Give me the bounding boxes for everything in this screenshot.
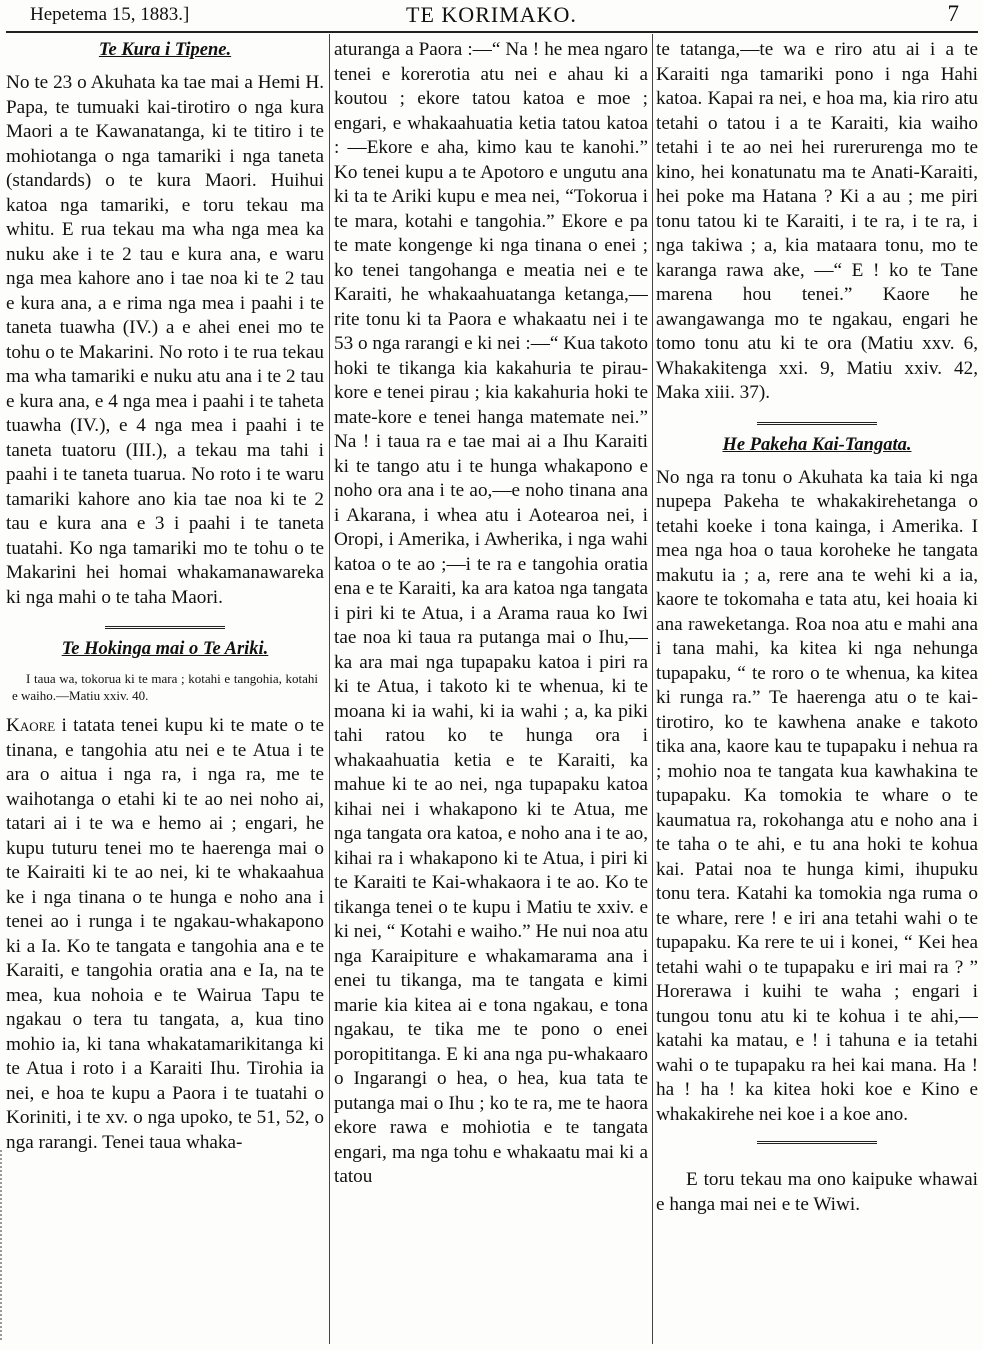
issue-date: Hepetema 15, 1883.] <box>30 4 190 25</box>
page-number: 7 <box>947 1 959 26</box>
article-title <box>656 435 978 456</box>
article-paragraph: No nga ra tonu o Akuhata ka taia ki nga nupepa Pakeha te whakakirehetanga o tetahi koeke i tona kainga, i Amerika. I mea nga hoa o taua koroheke he tangata makutu ia ; a, rere ana te wehi ki a ia, kaore te tokomaha e tata atu, kei hoaia ki ana raweketanga. Roa noa atu e mahi ana i tana mahi, ka kitea ki nga nehunga tupapaku, “ te roro o te whenua, ka kitea ki runga ra.” Te haerenga atu o te kai-tirotiro, ko te kawhena anake e takoto tika ana, kaore kau te tupapaku i nehua ra ; mohio noa te tangata kua kawhakina te tupapaku. Ka tomokia te whare o te kaumatua ra, rokohanga atu e noho ana i te taha o te ahi, e tu ana hoki te kohua kai. Patai noa te hunga kimi, ihupuku tonu tera. Katahi ka tomokia nga ruma o te whare, rere ! e iri ana tetahi wahi o te tupapaku. Ka rere te ui i konei, “ Kei hea tetahi wahi o te tupapaku e iri mai ra ? ” Horerawa i kuihi te waha ; engari i tungou tonu atu ki te kohua i te ahi,—katahi ka matau, e ! i tahuna e ia tetahi wahi o te tupapaku ra hei kai mana. Ha ! ha ! ha ! ka kitea hoki koe e Kino e whakakirehe nei koe i a koe ano. <box>656 466 978 1125</box>
article-paragraph: No te 23 o Akuhata ka tae mai a Hemi H. Papa, te tumuaki kai-tirotiro o nga kura Maori a te Kawanatanga, ki te titiro i te mohiotanga o nga tamariki i nga taneta (standards) o te kura Maori. Huihui katoa nga tamariki, e toru tekau ma whitu. E rua tekau ma wha nga mea ka nuku ake i te 2 tau e kura ana, e waru nga mea kahore ano i tae noa ki te 2 tau e kura ana, a e rima nga mea i paahi i te taneta tuawha (IV.) a e ahei enei mo te tohu o te Makarini. No roto i te rua tekau ma wha tamariki e nuku atu ana i te 2 tau e kura ana, e 4 nga mea i paahi i te taheta tuawha (IV.), e 4 nga mea i paahi i te taneta tuatoru (III.), a tekau ma tahi i paahi i te taneta tuarua. No roto i te waru tamariki kahore ano kia tae noa ki te 2 tau e kura ana e 3 i paahi i te taneta tuatahi. Ko nga tamariki mo te tohu o te Makarini hei homai whakamanawareka ki nga mahi o te taha Maori. <box>6 72 324 608</box>
page-header <box>0 0 983 30</box>
column-divider <box>329 34 330 1344</box>
article-paragraph: te tatanga,—te wa e riro atu ai i a te Karaiti nga tamariki pono i nga Hahi katoa. Kapai ra nei, e hoa ma, kia riro atu tetahi o tatou i a te Karaiti, kia waiho tetahi i te ao nei hei rurerurenga mo te kino, hei konatunatu ma te Anati-Karaiti, hei poke ma Hatana ? Ki a au ; me piri tonu tatou ki te Karaiti, i te ra, i te ra, i nga takiwa ; a, kia mataara tonu, mo te karanga rawa ake, —“ E ! ko te Tane marena hou tenei.” Kaore he awangawanga mo te ngakau, engari he tomo tonu atu ki te ora (Matiu xxv. 6, Whakakitenga xxi. 9, Matiu xxiv. 42, Maka xiii. 37). <box>656 39 978 403</box>
column-divider <box>652 34 653 1344</box>
header-rule <box>6 31 978 33</box>
article-title <box>6 639 324 660</box>
section-divider <box>757 422 877 427</box>
news-item: E toru tekau ma ono kaipuke whawai e hanga mai nei e te Wiwi. <box>656 1169 978 1215</box>
section-divider <box>105 626 225 631</box>
section-divider <box>757 1141 877 1146</box>
epigraph: I taua wa, tokorua ki te mara ; kotahi e tangohia, kotahi e waiho.—Matiu xxiv. 40. <box>12 671 318 703</box>
article-paragraph <box>6 714 324 1155</box>
column-2 <box>334 34 648 1350</box>
article-title <box>6 40 324 61</box>
article-title-text: He Pakeha Kai-Tangata. <box>722 434 912 455</box>
article-paragraph: aturanga a Paora :—“ Na ! he mea ngaro tenei e korerotia atu nei e ahau ki a koutou ; ekore tatou katoa e moe ; engari, e whakaahuatia ketia tatou katoa : —Ekore e aha, kimo kau te kanohi.” Ko tenei kupu a te Apotoro e ungutu ana ki ta te Ariki kupu e mea nei, “Tokorua i te mara, kotahi e tangohia.” Ekore e pa te mate kongenge ki nga tinana o enei ; ko tenei tangohanga e meatia nei e te Karaiti, he whakaahuatanga ketanga,—rite tonu ki ta Paora e whakaatu nei i te 53 o nga rarangi e ki nei :—“ Kua takoto hoki te tikanga kia kakahuria te pirau-kore e tenei pirau ; kia kakahuria hoki te mate-kore e tenei hanga matemate nei.” Na ! i taua ra e tae mai ai a Ihu Karaiti ki te tango atu i te hunga whakapono e noho ora ana i te ao,—e noho tinana ana i Akarana, i whea atu i Aotearoa nei, i Oropi, i Amerika, i Awherika, i nga wahi katoa o te ao ;—i te ra e tangohia oratia ena e te Karaiti, ka ara katoa nga tangata i piri ki te Atua, i a Arama raua ko Iwi tae noa ki taua ra putanga mai o Ihu,—ka ara mai nga tupapaku katoa i piri ra ki te Atua, i takoto ki te whenua, ki te moana ki ia wahi, ki ia wahi ; a, ka piki tahi ratou ko te hunga ora i whakaahuatia ketia e te Karaiti, ka mahue ki te ao nei, nga tupapaku katoa kihai nei i whakapono ki te Atua, me nga tangata ora katoa, e noho ana i te ao, kihai ra i whakapono ki te Atua, i piri ki te Karaiti te Kai-whakaora i te ao. Ko te tikanga tenei o te kupu i Matiu te xxiv. e ki nei, “ Kotahi e waiho.” He nui noa atu nga Karaipiture e whakamarama ana i enei tu tikanga, ma te tangata e kimi marie kia kitea ai e tona ngakau, e tona ngakau, te tika me te pono o enei poropititanga. E ki ana nga pu-whakaaro o Ingarangi o hea, o hea, kua tata te putanga mai o Ihu ; ko te ra, me te haora ekore rawa e mohiotia e te tangata engari, ma nga tohu e whakaatu mai ki a tatou <box>334 39 648 1187</box>
lead-word: Kaore <box>6 715 56 736</box>
newspaper-title: TE KORIMAKO. <box>406 2 577 27</box>
article-title-text: Te Kura i Tipene. <box>98 40 232 60</box>
article-title-text: Te Hokinga mai o Te Ariki. <box>61 639 269 659</box>
column-1 <box>6 34 324 1350</box>
column-3 <box>656 34 978 1350</box>
paragraph-text: i tatata tenei kupu ki te mate o te tinana, e tangohia atu nei e te Atua i te ara o aitua i nga ra, i nga ra, me te waihotanga o etahi ki te ao nei noho ai, tatari ai i te wa e hemo ai ; engari, he kupu tuturu tenei mo te haerenga mai o te Kairaiti ki te ao nei, ki te whakaahua ke i nga tinana o te hunga e noho ana i tenei ao i runga i te ngakau-whakapono ki a Ia. Ko te tangata e tangohia ana e te Karaiti, e tangohia oratia ana e Ia, na te mea, kua nohoia e te Wairua Tapu te ngakau o tera tu tangata, a, kua tino mohio ia, ki tana whakatamarikitanga ki te Atua i roto i a Karaiti Ihu. Tirohia ia nei, e hoa te kupu a Paora i te tuatahi o Koriniti, i te xv. o nga upoko, te 51, 52, o nga rarangi. Tenei taua whaka- <box>6 715 324 1153</box>
margin-dots <box>0 1150 2 1340</box>
